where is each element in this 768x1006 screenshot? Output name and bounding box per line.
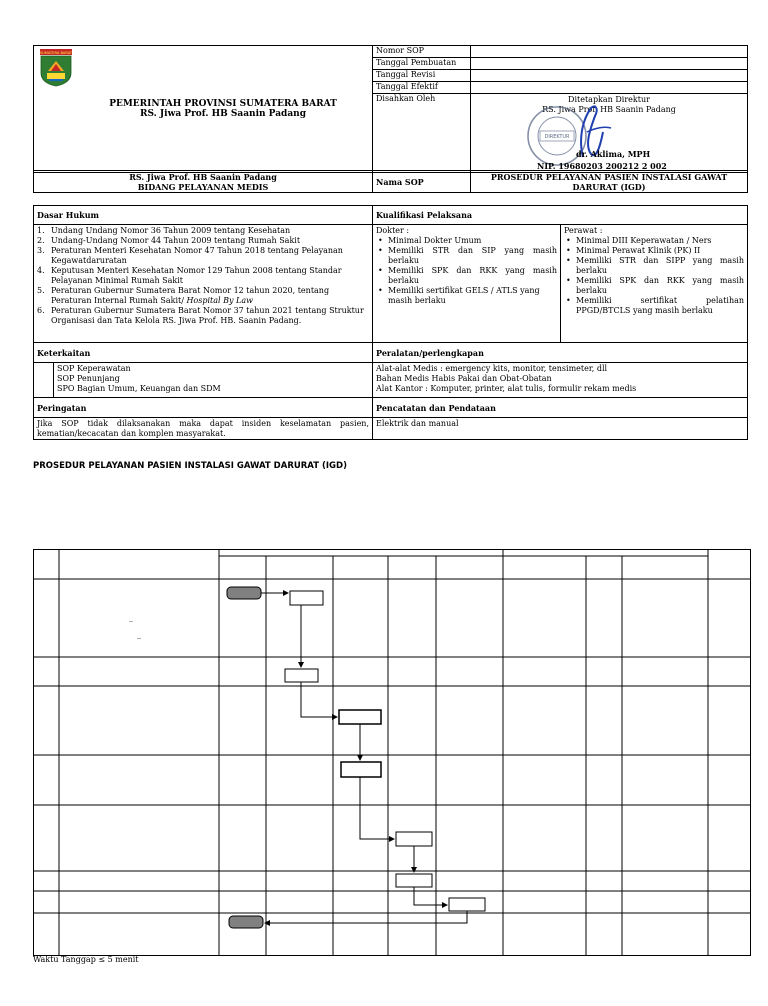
info-table bbox=[33, 205, 748, 440]
header-table bbox=[33, 45, 748, 173]
tanggal-pembuatan-value bbox=[471, 58, 747, 70]
dokter-label: Dokter : bbox=[376, 226, 410, 235]
sop-value-cell bbox=[471, 46, 748, 94]
org-name-hospital: RS. Jiwa Prof. HB Saanin Padang bbox=[139, 109, 306, 119]
pencatatan-title: Pencatatan dan Pendataan bbox=[373, 398, 748, 418]
nama-sop-value: PROSEDUR PELAYANAN PASIEN INSTALASI GAWAT DARURAT (IGD) bbox=[471, 171, 748, 193]
nomor-sop-label: Nomor SOP bbox=[373, 46, 470, 58]
approval-cell bbox=[471, 94, 748, 173]
tanggal-revisi-value bbox=[471, 70, 747, 82]
peralatan-item: Bahan Medis Habis Pakai dan Obat-Obatan bbox=[376, 374, 552, 383]
flow-step-box bbox=[396, 874, 432, 887]
tanggal-revisi-label: Tanggal Revisi bbox=[373, 70, 470, 82]
dokter-item: • Memiliki SPK dan RKK yang masih berlaku bbox=[376, 266, 557, 286]
unit-cell bbox=[34, 171, 373, 193]
dasar-hukum-item: 5. Peraturan Gubernur Sumatera Barat Nomor 12 tahun 2020, tentang Peraturan Internal Rumah Sakit/ Hospital By Law bbox=[37, 286, 330, 305]
perawat-label: Perawat : bbox=[564, 226, 603, 235]
procedure-title: PROSEDUR PELAYANAN PASIEN INSTALASI GAWAT DARURAT (IGD) bbox=[33, 461, 347, 471]
flow-connector bbox=[301, 682, 337, 717]
flow-mark: _ bbox=[137, 630, 141, 639]
signer-name: dr. Aklima, MPH bbox=[576, 149, 651, 159]
response-time-note: Waktu Tanggap ≤ 5 menit bbox=[33, 955, 139, 964]
dokter-qualifications bbox=[373, 225, 561, 343]
dokter-item: • Minimal Dokter Umum bbox=[376, 236, 557, 246]
flow-connector bbox=[414, 887, 447, 905]
flow-step-box bbox=[290, 591, 323, 605]
province-logo bbox=[38, 49, 74, 87]
peralatan-item: Alat Kantor : Komputer, printer, alat tulis, formulir rekam medis bbox=[376, 384, 637, 393]
logo-text: SUMATERA BARAT bbox=[39, 51, 73, 55]
flow-grid bbox=[33, 549, 751, 956]
flow-step-box bbox=[341, 762, 381, 777]
dasar-hukum-item: 3. Peraturan Menteri Kesehatan Nomor 47 Tahun 2018 tentang Pelayanan Kegawatdaruratan bbox=[37, 246, 343, 265]
dasar-hukum-item: 4. Keputusan Menteri Kesehatan Nomor 129 Tahun 2008 tentang Standar Pelayanan Minimal Rumah Sakit bbox=[37, 266, 342, 285]
dasar-hukum-item: 6. Peraturan Gubernur Sumatera Barat Nomor 37 tahun 2021 tentang Struktur Organisasi dan Tata Kelola RS. Jiwa Prof. HB. Saanin Padang. bbox=[37, 306, 364, 325]
dasar-hukum-item: 2. Undang-Undang Nomor 44 Tahun 2009 tentang Rumah Sakit bbox=[37, 236, 301, 245]
ditetapkan-direktur: Ditetapkan Direktur bbox=[568, 95, 650, 104]
perawat-item: • Minimal Perawat Klinik (PK) II bbox=[564, 246, 744, 256]
flowchart bbox=[33, 549, 751, 956]
signer-nip: NIP. 19680203 200212 2 002 bbox=[537, 161, 667, 171]
flow-step-box bbox=[339, 710, 381, 724]
org-cell bbox=[34, 46, 373, 173]
dokter-item: • Memiliki STR dan SIP yang masih berlaku bbox=[376, 246, 557, 266]
perawat-qualifications bbox=[561, 225, 748, 343]
perawat-item: • Memiliki sertifikat pelatihan PPGD/BTCLS yang masih berlaku bbox=[564, 296, 744, 316]
peringatan-text: Jika SOP tidak dilaksanakan maka dapat insiden keselamatan pasien, kematian/kecacatan dan komplen masyarakat. bbox=[34, 418, 373, 440]
dasar-hukum-item: 1. Undang Undang Nomor 36 Tahun 2009 tentang Kesehatan bbox=[37, 226, 291, 235]
flow-step-box bbox=[285, 669, 318, 682]
org-name-province: PEMERINTAH PROVINSI SUMATERA BARAT bbox=[109, 98, 337, 109]
flow-step-box bbox=[396, 832, 432, 846]
flow-start-terminator bbox=[227, 587, 261, 599]
header-bottom-table bbox=[33, 170, 748, 193]
keterkaitan-item: SOP Penunjang bbox=[57, 374, 120, 383]
keterkaitan-item: SPO Bagian Umum, Keuangan dan SDM bbox=[57, 384, 221, 393]
dasar-hukum-title: Dasar Hukum bbox=[34, 206, 373, 225]
peralatan-item: Alat-alat Medis : emergency kits, monitor, tensimeter, dll bbox=[376, 364, 608, 373]
tanggal-efektif-value bbox=[471, 82, 747, 93]
perawat-item: • Memiliki STR dan SIPP yang masih berlaku bbox=[564, 256, 744, 276]
keterkaitan-spacer bbox=[34, 363, 54, 398]
pencatatan-text: Elektrik dan manual bbox=[373, 418, 748, 440]
disahkan-label: Disahkan Oleh bbox=[373, 94, 471, 173]
perawat-item: • Memiliki SPK dan RKK yang masih berlaku bbox=[564, 276, 744, 296]
svg-text:DIREKTUR: DIREKTUR bbox=[544, 134, 570, 140]
keterkaitan-title: Keterkaitan bbox=[34, 343, 373, 363]
flow-mark: _ bbox=[129, 613, 133, 622]
dasar-hukum-list bbox=[34, 225, 373, 343]
peralatan-title: Peralatan/perlengkapan bbox=[373, 343, 748, 363]
unit-bidang: BIDANG PELAYANAN MEDIS bbox=[137, 181, 269, 192]
unit-hospital: RS. Jiwa Prof. HB Saanin Padang bbox=[129, 171, 277, 182]
peralatan-list bbox=[373, 363, 748, 398]
dokter-item: • Memiliki sertifikat GELS / ATLS yang masih berlaku bbox=[376, 286, 557, 306]
nomor-sop-value bbox=[471, 46, 747, 58]
keterkaitan-list bbox=[54, 363, 373, 398]
kualifikasi-title: Kualifikasi Pelaksana bbox=[373, 206, 748, 225]
ditetapkan-rs: RS. Jiwa Prof. HB Saanin Padang bbox=[542, 105, 676, 114]
flow-end-terminator bbox=[229, 916, 263, 928]
tanggal-pembuatan-label: Tanggal Pembuatan bbox=[373, 58, 470, 70]
keterkaitan-item: SOP Keperawatan bbox=[57, 364, 131, 373]
flow-connector bbox=[360, 777, 394, 839]
tanggal-efektif-label: Tanggal Efektif bbox=[376, 82, 438, 91]
peringatan-title: Peringatan bbox=[34, 398, 373, 418]
flow-step-box bbox=[449, 898, 485, 911]
sop-label-cell bbox=[373, 46, 471, 94]
nama-sop-label: Nama SOP bbox=[373, 171, 471, 193]
perawat-item: • Minimal DIII Keperawatan / Ners bbox=[564, 236, 744, 246]
